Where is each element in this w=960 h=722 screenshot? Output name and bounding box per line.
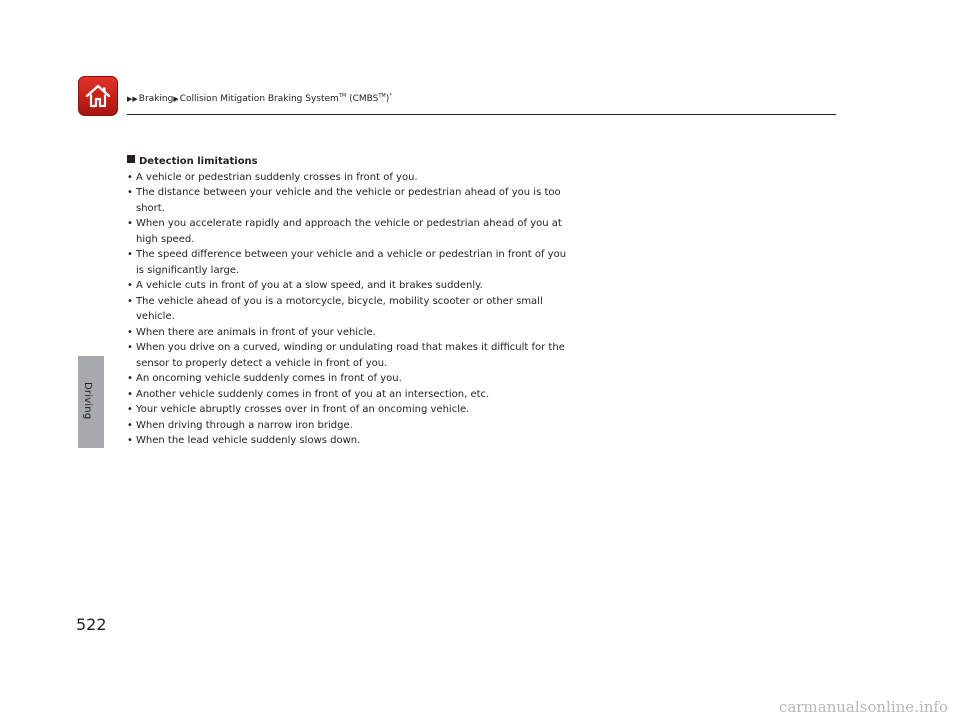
list-item: • When the lead vehicle suddenly slows down. [127, 433, 567, 449]
section-label: Driving [82, 382, 93, 420]
trademark-mark: TM [378, 93, 386, 99]
list-item: • A vehicle or pedestrian suddenly crosses in front of you. [127, 170, 567, 186]
breadcrumb-item-cmbs[interactable] [180, 94, 392, 104]
list-item: • When driving through a narrow iron bridge. [127, 418, 567, 434]
list-item: • When you drive on a curved, winding or undulating road that makes it difficult for the sensor to properly detect a vehicle in front of you. [127, 340, 567, 371]
home-button[interactable] [78, 76, 118, 116]
list-item: • When you accelerate rapidly and approach the vehicle or pedestrian ahead of you at high speed. [127, 216, 567, 247]
watermark: carmanualsonline.info [778, 698, 948, 716]
optional-feature-asterisk: * [389, 93, 392, 99]
list-item: • A vehicle cuts in front of you at a slow speed, and it brakes suddenly. [127, 278, 567, 294]
main-content [127, 154, 567, 449]
header-divider [127, 114, 836, 115]
list-item: • Another vehicle suddenly comes in front of you at an intersection, etc. [127, 387, 567, 403]
breadcrumb-item-cmbs-label: Collision Mitigation Braking System [179, 94, 339, 104]
square-icon [127, 155, 135, 163]
list-item: • Your vehicle abruptly crosses over in front of an oncoming vehicle. [127, 402, 567, 418]
triangle-right-icon: ▶▶ [127, 95, 138, 103]
breadcrumb-paren-open: (CMBS [346, 94, 379, 104]
breadcrumb [127, 94, 392, 108]
home-icon [84, 82, 112, 110]
breadcrumb-paren-close: ) [385, 94, 390, 104]
list-item: • The distance between your vehicle and the vehicle or pedestrian ahead of you is too short. [127, 185, 567, 216]
triangle-right-icon: ▶ [173, 95, 179, 103]
section-heading-text: Detection limitations [139, 156, 258, 167]
limitations-list [127, 170, 567, 449]
breadcrumb-item-braking[interactable]: Braking [138, 94, 174, 104]
list-item: • When there are animals in front of your vehicle. [127, 325, 567, 341]
list-item: • The speed difference between your vehicle and a vehicle or pedestrian in front of you is significantly large. [127, 247, 567, 278]
trademark-mark: TM [338, 93, 347, 99]
section-heading [127, 154, 567, 170]
list-item: • The vehicle ahead of you is a motorcycle, bicycle, mobility scooter or other small vehicle. [127, 294, 567, 325]
page-number: 522 [76, 615, 107, 634]
list-item: • An oncoming vehicle suddenly comes in front of you. [127, 371, 567, 387]
